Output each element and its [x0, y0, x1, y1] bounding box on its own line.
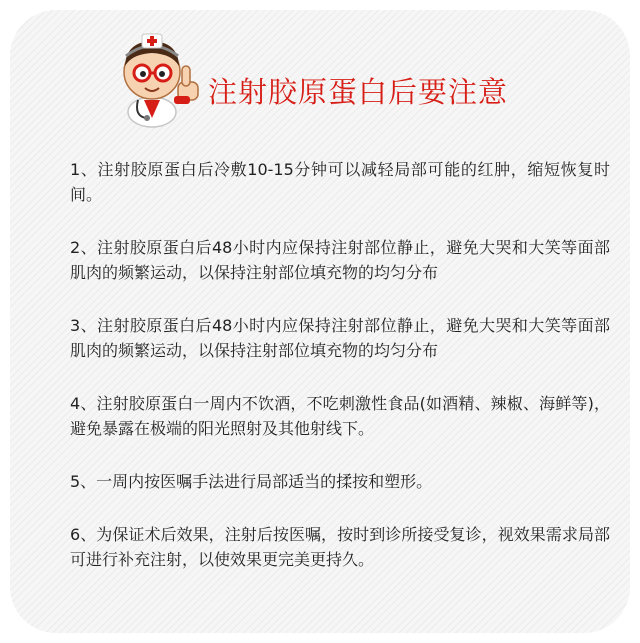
- list-item: 4、注射胶原蛋白一周内不饮酒，不吃刺激性食品(如酒精、辣椒、海鲜等)，避免暴露在极端的阳光照射及其他射线下。: [70, 394, 610, 438]
- page-title: 注射胶原蛋白后要注意: [208, 75, 509, 109]
- list-item: 3、注射胶原蛋白后48小时内应保持注射部位静止，避免大哭和大笑等面部肌肉的频繁运动，以保持注射部位填充物的均匀分布: [70, 316, 610, 360]
- list-item: 6、为保证术后效果，注射后按医嘱，按时到诊所接受复诊，视效果需求局部可进行补充注射，以使效果更完美更持久。: [70, 525, 610, 569]
- list-item: 1、注射胶原蛋白后冷敷10-15分钟可以减轻局部可能的红肿，缩短恢复时间。: [70, 160, 610, 204]
- list-item: 2、注射胶原蛋白后48小时内应保持注射部位静止，避免大哭和大笑等面部肌肉的频繁运动，以保持注射部位填充物的均匀分布: [70, 238, 610, 282]
- list-item: 5、一周内按医嘱手法进行局部适当的揉按和塑形。: [70, 472, 433, 491]
- notice-list: [70, 157, 610, 600]
- doctor-mascot-thumbs-up-icon: [112, 26, 208, 128]
- content-card: [10, 10, 630, 633]
